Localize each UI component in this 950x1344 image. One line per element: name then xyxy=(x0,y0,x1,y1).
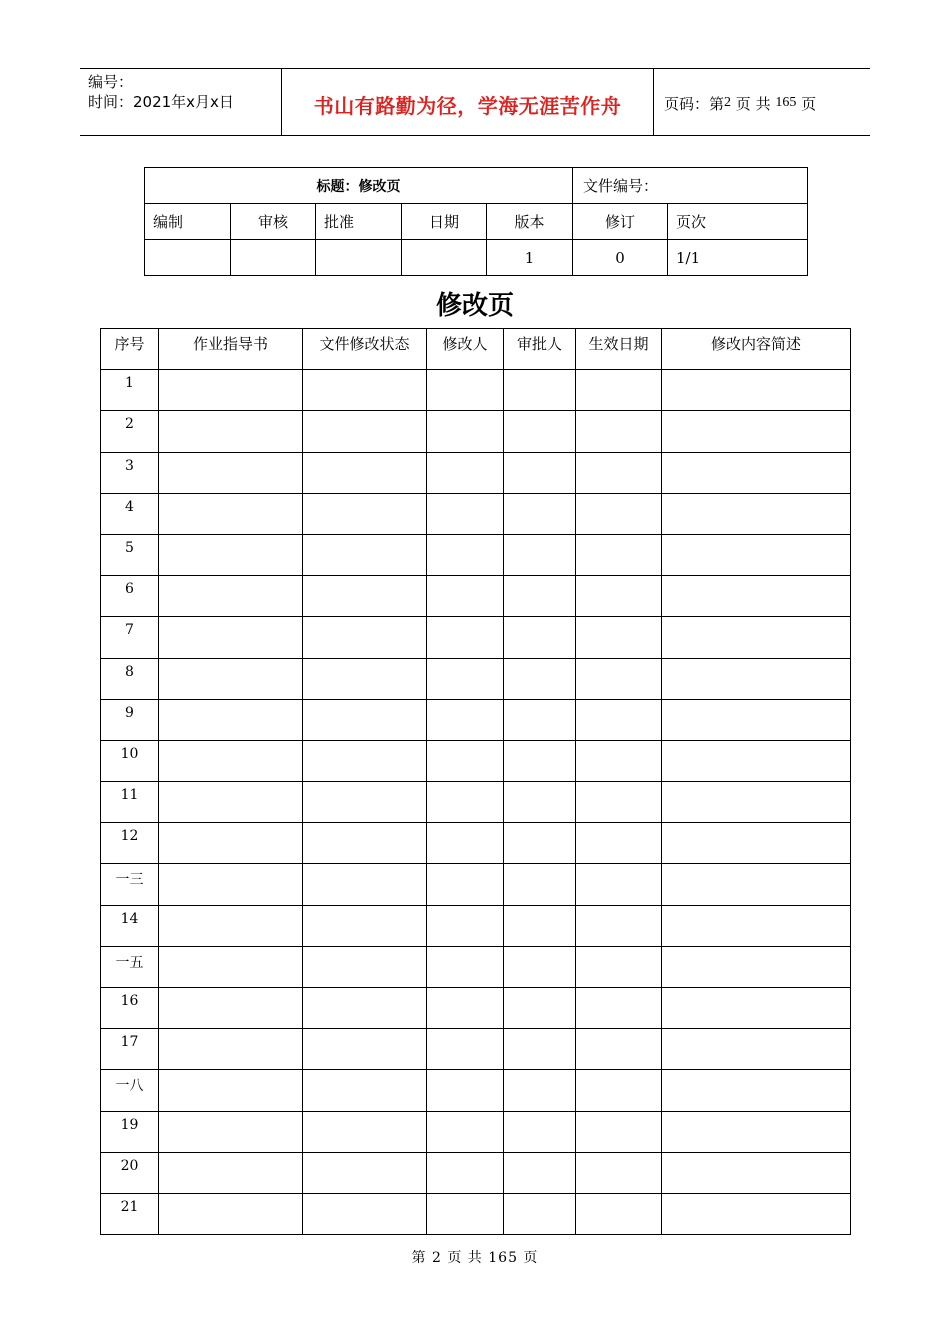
info-value-cell xyxy=(231,240,316,276)
table-cell xyxy=(427,1029,504,1070)
table-row xyxy=(101,493,851,534)
file-number-cell: 文件编号： xyxy=(573,168,808,204)
table-cell xyxy=(427,946,504,987)
info-header-cell: 修订 xyxy=(573,204,668,240)
table-cell xyxy=(662,1193,851,1234)
table-cell xyxy=(159,617,303,658)
table-cell xyxy=(576,576,662,617)
info-value-cell xyxy=(402,240,487,276)
row-number: 4 xyxy=(101,493,159,534)
table-cell xyxy=(576,699,662,740)
table-cell xyxy=(303,370,427,411)
row-number: 6 xyxy=(101,576,159,617)
table-cell xyxy=(662,534,851,575)
time-label: 时间：2021年x月x日 xyxy=(88,93,234,111)
table-cell xyxy=(662,1070,851,1111)
table-row xyxy=(101,576,851,617)
row-number: 19 xyxy=(101,1111,159,1152)
table-cell xyxy=(303,1070,427,1111)
table-cell xyxy=(303,617,427,658)
table-cell xyxy=(159,823,303,864)
table-cell xyxy=(427,534,504,575)
table-cell xyxy=(427,699,504,740)
table-cell xyxy=(159,864,303,905)
table-cell xyxy=(159,699,303,740)
table-cell xyxy=(504,493,576,534)
table-cell xyxy=(159,534,303,575)
info-header-cell: 日期 xyxy=(402,204,487,240)
table-cell xyxy=(504,988,576,1029)
row-number: 7 xyxy=(101,617,159,658)
table-cell xyxy=(159,1111,303,1152)
table-cell xyxy=(303,782,427,823)
table-cell xyxy=(576,411,662,452)
table-cell xyxy=(427,782,504,823)
table-cell xyxy=(662,370,851,411)
table-cell xyxy=(504,823,576,864)
table-cell xyxy=(504,946,576,987)
table-row xyxy=(101,1152,851,1193)
table-cell xyxy=(576,1152,662,1193)
table-cell xyxy=(159,411,303,452)
table-cell xyxy=(159,493,303,534)
table-row xyxy=(101,1070,851,1111)
table-cell xyxy=(504,905,576,946)
table-cell xyxy=(303,905,427,946)
table-cell xyxy=(662,1152,851,1193)
table-row xyxy=(101,1111,851,1152)
table-cell xyxy=(159,782,303,823)
table-cell xyxy=(303,699,427,740)
row-number: 14 xyxy=(101,905,159,946)
table-row xyxy=(101,658,851,699)
page-footer: 第 2 页 共 165 页 xyxy=(411,1250,539,1266)
table-cell xyxy=(427,823,504,864)
table-cell xyxy=(576,740,662,781)
code-label: 编号： xyxy=(88,73,134,91)
table-cell xyxy=(504,576,576,617)
table-cell xyxy=(303,988,427,1029)
table-cell xyxy=(662,411,851,452)
table-row xyxy=(101,823,851,864)
table-cell xyxy=(504,1070,576,1111)
table-cell xyxy=(504,1111,576,1152)
header-meta xyxy=(80,69,282,135)
row-number: 11 xyxy=(101,782,159,823)
table-row xyxy=(101,452,851,493)
table-cell xyxy=(427,864,504,905)
table-row xyxy=(101,617,851,658)
table-row xyxy=(101,370,851,411)
table-cell xyxy=(427,1193,504,1234)
table-cell xyxy=(576,1029,662,1070)
table-cell xyxy=(427,411,504,452)
table-row xyxy=(101,740,851,781)
table-cell xyxy=(159,1193,303,1234)
table-cell xyxy=(159,1029,303,1070)
column-header: 修改人 xyxy=(427,329,504,370)
table-cell xyxy=(303,658,427,699)
table-cell xyxy=(427,370,504,411)
page-total: 165 xyxy=(775,95,797,110)
info-header-row xyxy=(145,204,808,240)
table-cell xyxy=(576,452,662,493)
table-cell xyxy=(303,493,427,534)
table-cell xyxy=(662,782,851,823)
page-header xyxy=(80,68,870,136)
table-cell xyxy=(662,452,851,493)
table-cell xyxy=(159,370,303,411)
table-cell xyxy=(427,740,504,781)
info-header-cell: 批准 xyxy=(316,204,402,240)
table-cell xyxy=(504,617,576,658)
table-cell xyxy=(662,617,851,658)
table-cell xyxy=(504,864,576,905)
motto: 书山有路勤为径，学海无涯苦作舟 xyxy=(282,69,654,135)
table-row xyxy=(101,864,851,905)
table-cell xyxy=(504,740,576,781)
row-number: 16 xyxy=(101,988,159,1029)
table-cell xyxy=(303,1193,427,1234)
table-cell xyxy=(576,370,662,411)
row-number: 2 xyxy=(101,411,159,452)
table-cell xyxy=(427,452,504,493)
table-cell xyxy=(504,1152,576,1193)
column-header: 生效日期 xyxy=(576,329,662,370)
table-cell xyxy=(662,864,851,905)
table-cell xyxy=(427,1111,504,1152)
table-cell xyxy=(303,1111,427,1152)
column-header: 修改内容简述 xyxy=(662,329,851,370)
table-cell xyxy=(504,782,576,823)
revision-header-row xyxy=(101,329,851,370)
table-cell xyxy=(427,493,504,534)
table-cell xyxy=(504,534,576,575)
table-cell xyxy=(504,452,576,493)
page-number xyxy=(654,69,870,135)
table-cell xyxy=(427,1152,504,1193)
page-prefix: 页码：第 xyxy=(664,94,725,113)
table-cell xyxy=(427,905,504,946)
table-cell xyxy=(662,658,851,699)
table-cell xyxy=(427,988,504,1029)
table-cell xyxy=(159,576,303,617)
page-mid: 页 共 xyxy=(735,94,771,113)
table-cell xyxy=(662,905,851,946)
page-title: 修改页 xyxy=(435,291,514,321)
table-cell xyxy=(159,740,303,781)
info-value-cell: 0 xyxy=(573,240,668,276)
table-cell xyxy=(303,946,427,987)
document-info-table xyxy=(144,167,808,276)
row-number: 一八 xyxy=(101,1070,159,1111)
table-row xyxy=(101,1193,851,1234)
table-cell xyxy=(576,782,662,823)
table-cell xyxy=(159,905,303,946)
table-cell xyxy=(504,1193,576,1234)
info-value-cell xyxy=(316,240,402,276)
table-cell xyxy=(662,1029,851,1070)
table-cell xyxy=(504,370,576,411)
table-cell xyxy=(576,946,662,987)
revision-table-body xyxy=(101,370,851,1235)
info-value-cell: 1 xyxy=(487,240,573,276)
table-cell xyxy=(662,946,851,987)
table-cell xyxy=(159,988,303,1029)
row-number: 1 xyxy=(101,370,159,411)
table-cell xyxy=(427,617,504,658)
info-value-cell: 1/1 xyxy=(668,240,808,276)
table-cell xyxy=(576,864,662,905)
table-row xyxy=(101,1029,851,1070)
table-row xyxy=(101,905,851,946)
info-value-cell xyxy=(145,240,231,276)
table-row xyxy=(101,411,851,452)
table-cell xyxy=(576,1111,662,1152)
info-header-cell: 编制 xyxy=(145,204,231,240)
row-number: 一五 xyxy=(101,946,159,987)
table-cell xyxy=(504,1029,576,1070)
table-cell xyxy=(504,411,576,452)
table-cell xyxy=(662,576,851,617)
page-suffix: 页 xyxy=(801,94,817,113)
table-cell xyxy=(159,658,303,699)
table-cell xyxy=(427,1070,504,1111)
table-cell xyxy=(427,576,504,617)
table-cell xyxy=(504,699,576,740)
table-cell xyxy=(576,493,662,534)
table-cell xyxy=(303,1152,427,1193)
column-header: 作业指导书 xyxy=(159,329,303,370)
column-header: 序号 xyxy=(101,329,159,370)
table-cell xyxy=(303,576,427,617)
table-cell xyxy=(576,905,662,946)
table-row xyxy=(101,988,851,1029)
table-cell xyxy=(303,864,427,905)
table-cell xyxy=(576,534,662,575)
row-number: 8 xyxy=(101,658,159,699)
table-row xyxy=(101,782,851,823)
row-number: 10 xyxy=(101,740,159,781)
info-header-cell: 版本 xyxy=(487,204,573,240)
table-row xyxy=(101,534,851,575)
column-header: 文件修改状态 xyxy=(303,329,427,370)
table-row xyxy=(101,699,851,740)
row-number: 9 xyxy=(101,699,159,740)
table-cell xyxy=(159,946,303,987)
table-cell xyxy=(576,658,662,699)
doc-title-cell: 标题：修改页 xyxy=(145,168,573,204)
row-number: 17 xyxy=(101,1029,159,1070)
table-cell xyxy=(662,699,851,740)
info-title-row xyxy=(145,168,808,204)
table-cell xyxy=(303,452,427,493)
table-cell xyxy=(576,1070,662,1111)
table-cell xyxy=(303,1029,427,1070)
table-cell xyxy=(662,1111,851,1152)
table-cell xyxy=(303,534,427,575)
page-current: 2 xyxy=(724,95,732,110)
revision-table xyxy=(100,328,851,1235)
table-cell xyxy=(662,988,851,1029)
column-header: 审批人 xyxy=(504,329,576,370)
info-header-cell: 审核 xyxy=(231,204,316,240)
table-cell xyxy=(303,740,427,781)
table-cell xyxy=(662,493,851,534)
table-cell xyxy=(159,452,303,493)
row-number: 一三 xyxy=(101,864,159,905)
row-number: 20 xyxy=(101,1152,159,1193)
table-cell xyxy=(159,1070,303,1111)
table-cell xyxy=(504,658,576,699)
info-header-cell: 页次 xyxy=(668,204,808,240)
table-cell xyxy=(303,823,427,864)
table-cell xyxy=(576,823,662,864)
table-cell xyxy=(576,617,662,658)
row-number: 12 xyxy=(101,823,159,864)
table-cell xyxy=(159,1152,303,1193)
table-cell xyxy=(427,658,504,699)
table-cell xyxy=(576,988,662,1029)
row-number: 5 xyxy=(101,534,159,575)
row-number: 3 xyxy=(101,452,159,493)
row-number: 21 xyxy=(101,1193,159,1234)
table-cell xyxy=(662,823,851,864)
table-row xyxy=(101,946,851,987)
table-cell xyxy=(662,740,851,781)
info-value-row xyxy=(145,240,808,276)
table-cell xyxy=(303,411,427,452)
table-cell xyxy=(576,1193,662,1234)
